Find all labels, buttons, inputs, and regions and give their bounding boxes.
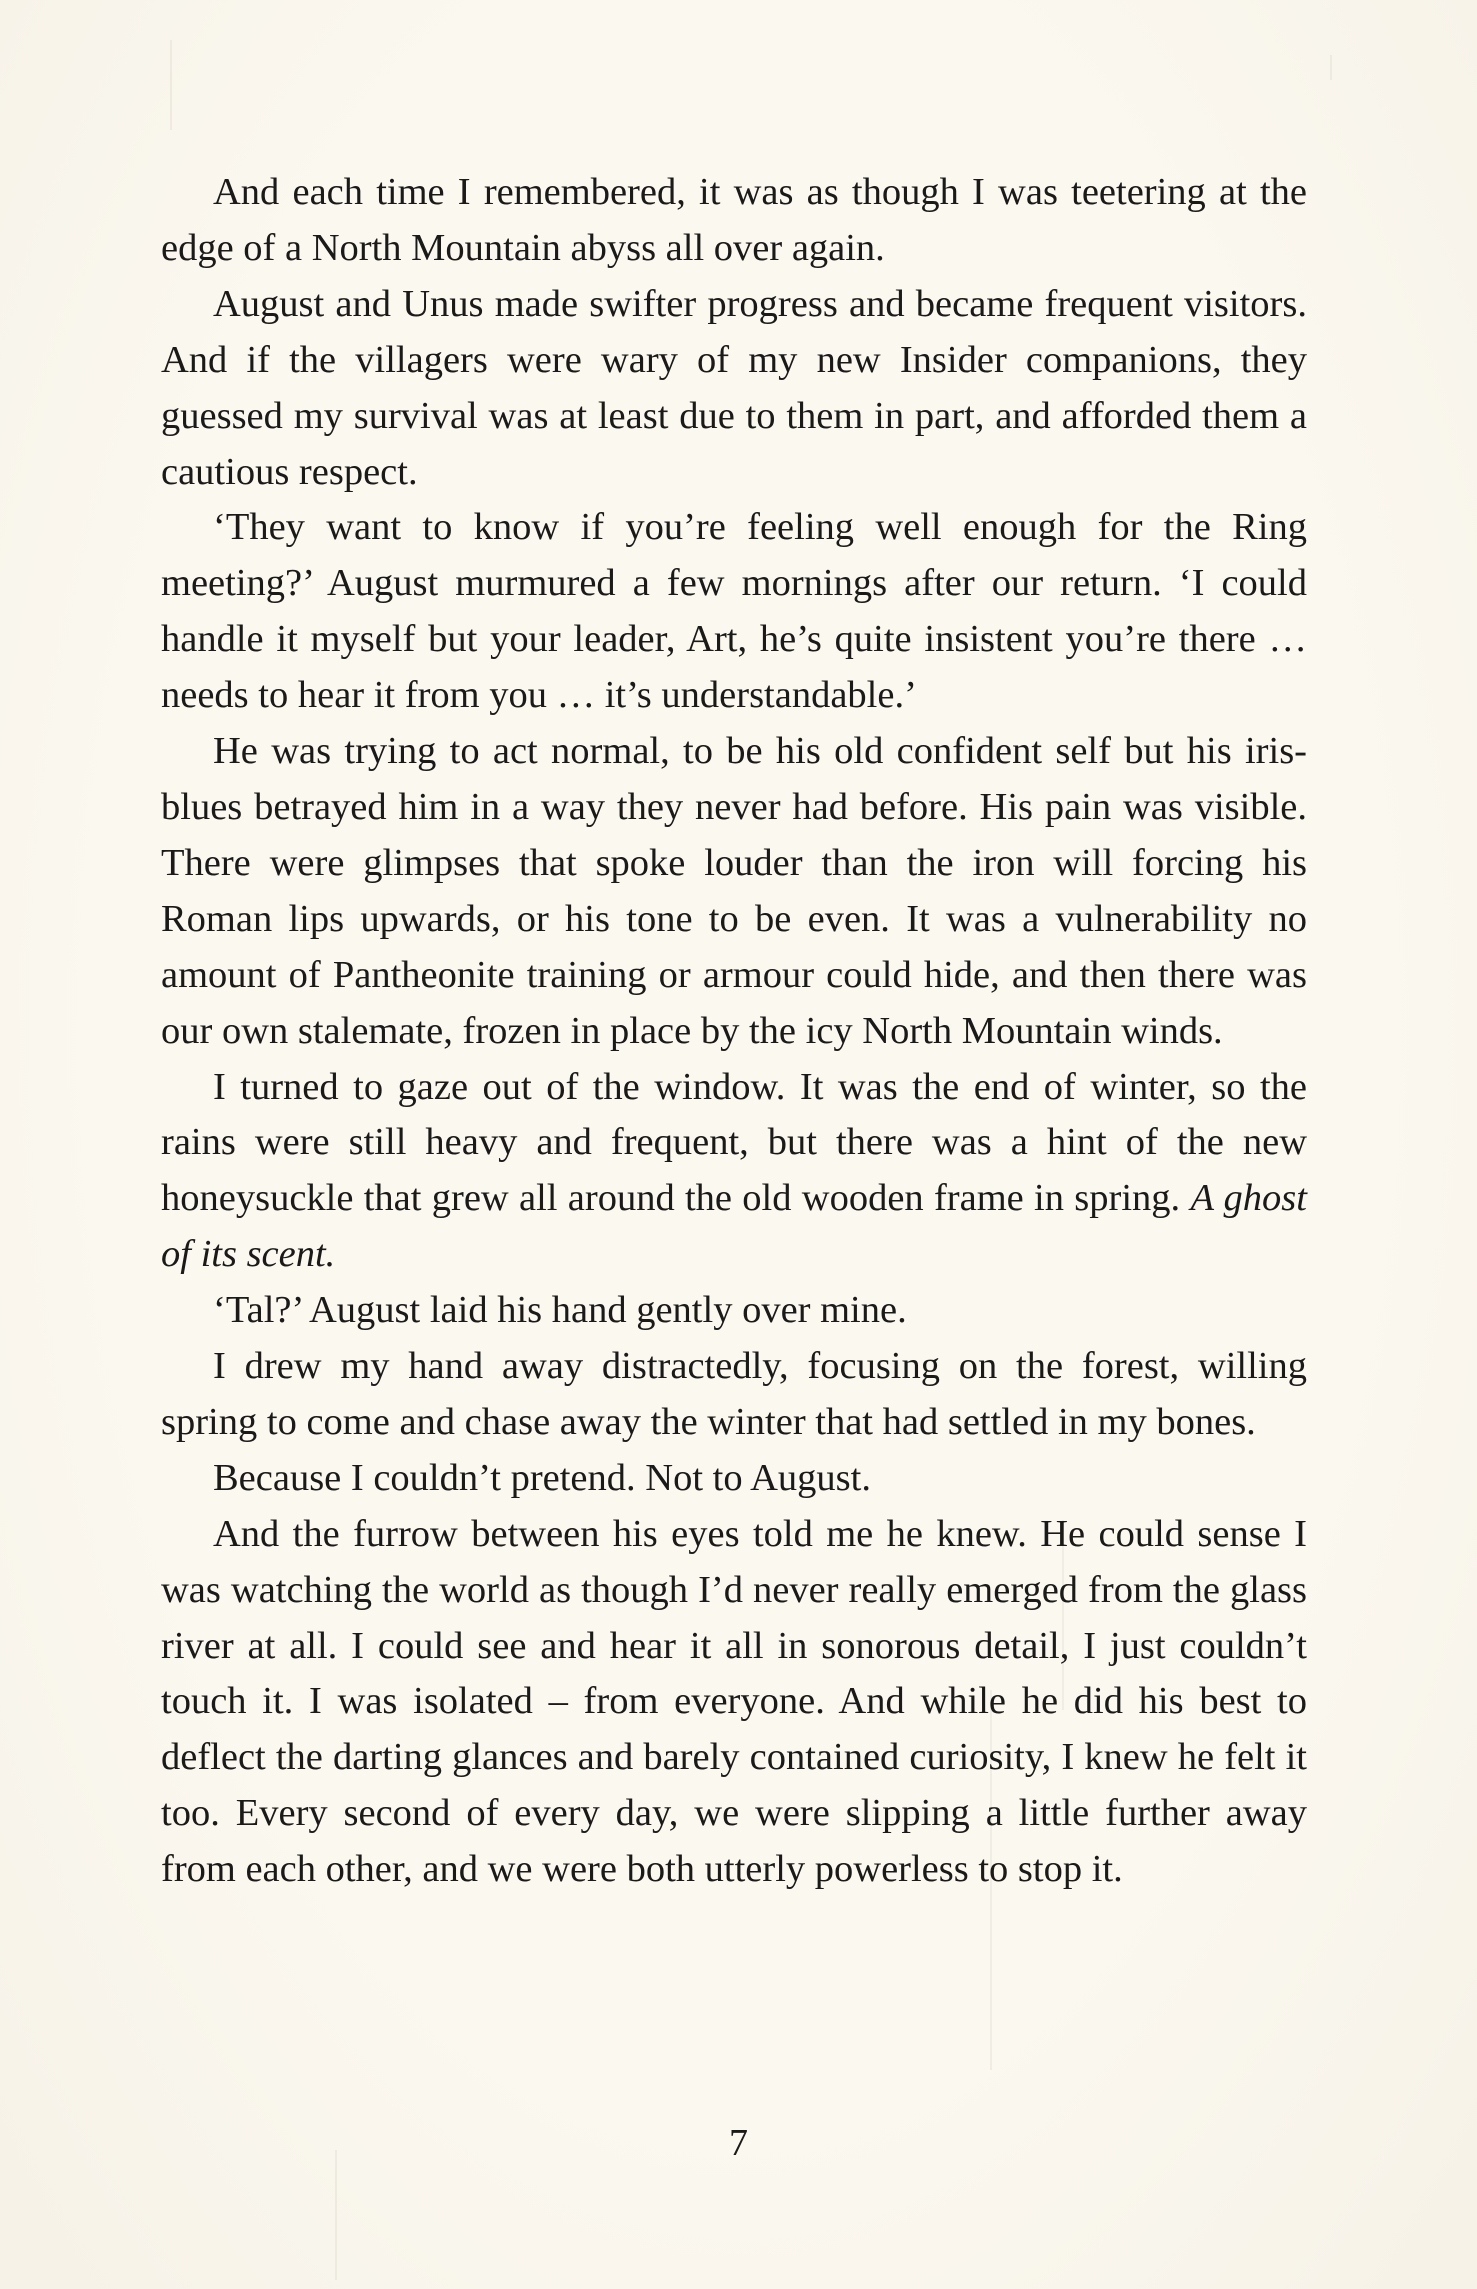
paragraph: And each time I remembered, it was as though I was teetering at the edge of a North Mountain abyss all over again. [161,171,1307,269]
paragraph: Because I couldn’t pretend. Not to August. [213,1456,871,1499]
paragraph: ‘Tal?’ August laid his hand gently over mine. [213,1289,907,1332]
body-text [161,165,1307,1898]
show-through-mark [335,2150,337,2280]
paragraph: August and Unus made swifter progress and became frequent visitors. And if the villagers were wary of my new Insider companions, they guessed my survival was at least due to them in part, and afforded them a cautious respect. [161,282,1307,493]
show-through-mark [1330,55,1332,80]
paragraph: I drew my hand away distractedly, focusing on the forest, willing spring to come and chase away the winter that had settled in my bones. [161,1345,1307,1443]
italic-phrase: A ghost of its scent. [161,1177,1307,1276]
page-number: 7 [729,2122,748,2164]
paragraph: And the furrow between his eyes told me he knew. He could sense I was watching the world as though I’d never really emerged from the glass river at all. I could see and hear it all in sonorous detail, I just couldn’t touch it. I was isolated – from everyone. And while he did his best to deflect the darting glances and barely contained curiosity, I knew he felt it too. Every second of every day, we were slipping a little further away from each other, and we were both utterly powerless to stop it. [161,1512,1307,1891]
paragraph: He was trying to act normal, to be his old confident self but his iris-blues betrayed him in a way they never had before. His pain was visible. There were glimpses that spoke louder than the iron will forcing his Roman lips upwards, or his tone to be even. It was a vulnerability no amount of Pantheonite training or armour could hide, and then there was our own stalemate, frozen in place by the icy North Mountain winds. [161,730,1307,1052]
show-through-mark [170,40,172,130]
paragraph-text: I turned to gaze out of the window. It was the end of winter, so the rains were still heavy and frequent, but there was a hint of the new honeysuckle that grew all around the old wooden frame in spring. [161,1065,1307,1220]
paragraph: ‘They want to know if you’re feeling well enough for the Ring meeting?’ August murmured a few mornings after our return. ‘I could handle it myself but your leader, Art, he’s quite insistent you’re there … needs to hear it from you … it’s understandable.’ [161,506,1307,717]
paragraph [161,1060,1307,1284]
